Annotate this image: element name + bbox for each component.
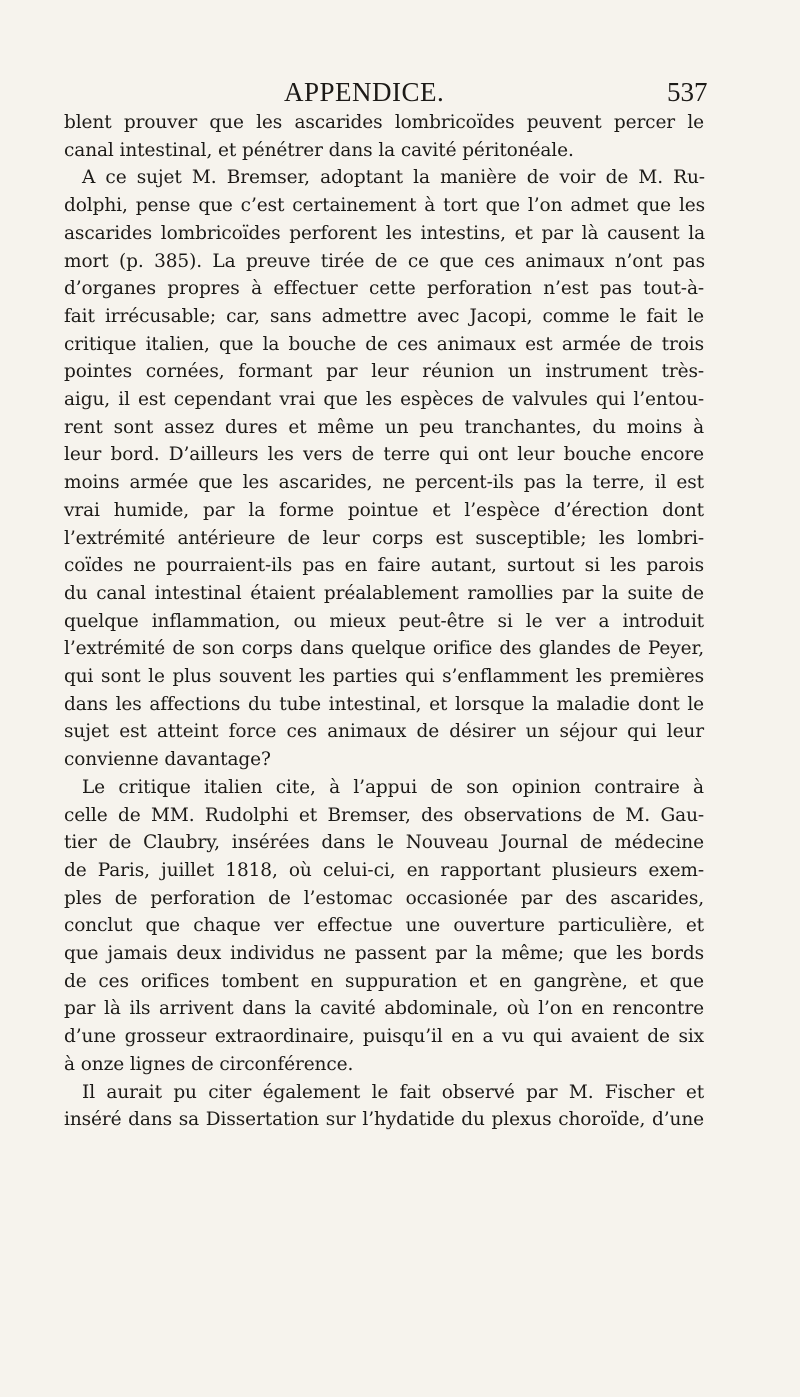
text-line: dolphi, pense que c’est certainement à tort que l’on admet que les xyxy=(64,195,706,217)
text-line: inséré dans sa Dissertation sur l’hydatide du plexus choroïde, d’une xyxy=(64,1109,704,1131)
text-line: d’organes propres à effectuer cette perforation n’est pas tout-à- xyxy=(64,278,705,300)
text-line: dans les affections du tube intestinal, et lorsque la maladie dont le xyxy=(64,693,705,715)
text-line: mort (p. 385). La preuve tirée de ce que ces animaux n’ont pas xyxy=(64,250,705,272)
text-line: coïdes ne pourraient-ils pas en faire autant, surtout si les parois xyxy=(64,555,705,577)
text-line: de Paris, juillet 1818, où celui-ci, en rapportant plusieurs exem- xyxy=(64,859,705,881)
text-line: vrai humide, par la forme pointue et l’espèce d’érection dont xyxy=(64,499,705,521)
text-line: d’une grosseur extraordinaire, puisqu’il en a vu qui avaient de six xyxy=(64,1026,705,1048)
text-line: quelque inflammation, ou mieux peut-être si le ver a introduit xyxy=(64,610,704,632)
text-line: Il aurait pu citer également le fait observé par M. Fischer et xyxy=(82,1081,705,1103)
page-header xyxy=(0,77,800,117)
text-line: l’extrémité antérieure de leur corps est susceptible; les lombri- xyxy=(64,527,704,549)
text-line: blent prouver que les ascarides lombricoïdes peuvent percer le xyxy=(64,112,704,133)
text-line: l’extrémité de son corps dans quelque orifice des glandes de Peyer, xyxy=(64,638,704,660)
running-title: APPENDICE. xyxy=(284,77,445,107)
text-line: canal intestinal, et pénétrer dans la cavité péritonéale. xyxy=(64,139,574,161)
text-line: que jamais deux individus ne passent par la même; que les bords xyxy=(64,943,704,964)
text-line: Le critique italien cite, à l’appui de son opinion contraire à xyxy=(82,776,704,798)
text-line: A ce sujet M. Bremser, adoptant la manière de voir de M. Ru- xyxy=(82,167,705,189)
text-line: leur bord. D’ailleurs les vers de terre qui ont leur bouche encore xyxy=(64,444,704,466)
text-line: du canal intestinal étaient préalablement ramollies par la suite de xyxy=(64,582,704,604)
text-line: sujet est atteint force ces animaux de désirer un séjour qui leur xyxy=(64,721,704,743)
text-line: celle de MM. Rudolphi et Bremser, des observations de M. Gau- xyxy=(64,804,705,826)
page-number: 537 xyxy=(667,77,708,107)
text-line: par là ils arrivent dans la cavité abdominale, où l’on en rencontre xyxy=(64,998,704,1020)
text-line: conclut que chaque ver effectue une ouverture particulière, et xyxy=(64,915,705,937)
text-line: pointes cornées, formant par leur réunion un instrument très- xyxy=(64,361,705,383)
text-line: aigu, il est cependant vrai que les espèces de valvules qui l’entou- xyxy=(64,389,705,410)
text-line: tier de Claubry, insérées dans le Nouveau Journal de médecine xyxy=(64,832,704,854)
text-line: fait irrécusable; car, sans admettre avec Jacopi, comme le fait le xyxy=(64,305,705,327)
text-line: moins armée que les ascarides, ne percent-ils pas la terre, il est xyxy=(64,472,704,494)
text-line: ples de perforation de l’estomac occasionée par des ascarides, xyxy=(64,887,705,909)
text-line: critique italien, que la bouche de ces animaux est armée de trois xyxy=(64,333,705,355)
text-line: convienne davantage? xyxy=(64,749,271,771)
text-line: de ces orifices tombent en suppuration et en gangrène, et que xyxy=(64,970,704,992)
text-line: ascarides lombricoïdes perforent les intestins, et par là causent la xyxy=(64,222,706,244)
text-line: à onze lignes de circonférence. xyxy=(64,1053,354,1075)
text-line: qui sont le plus souvent les parties qui s’enflamment les premières xyxy=(64,666,705,687)
text-line: rent sont assez dures et même un peu tranchantes, du moins à xyxy=(64,416,705,438)
